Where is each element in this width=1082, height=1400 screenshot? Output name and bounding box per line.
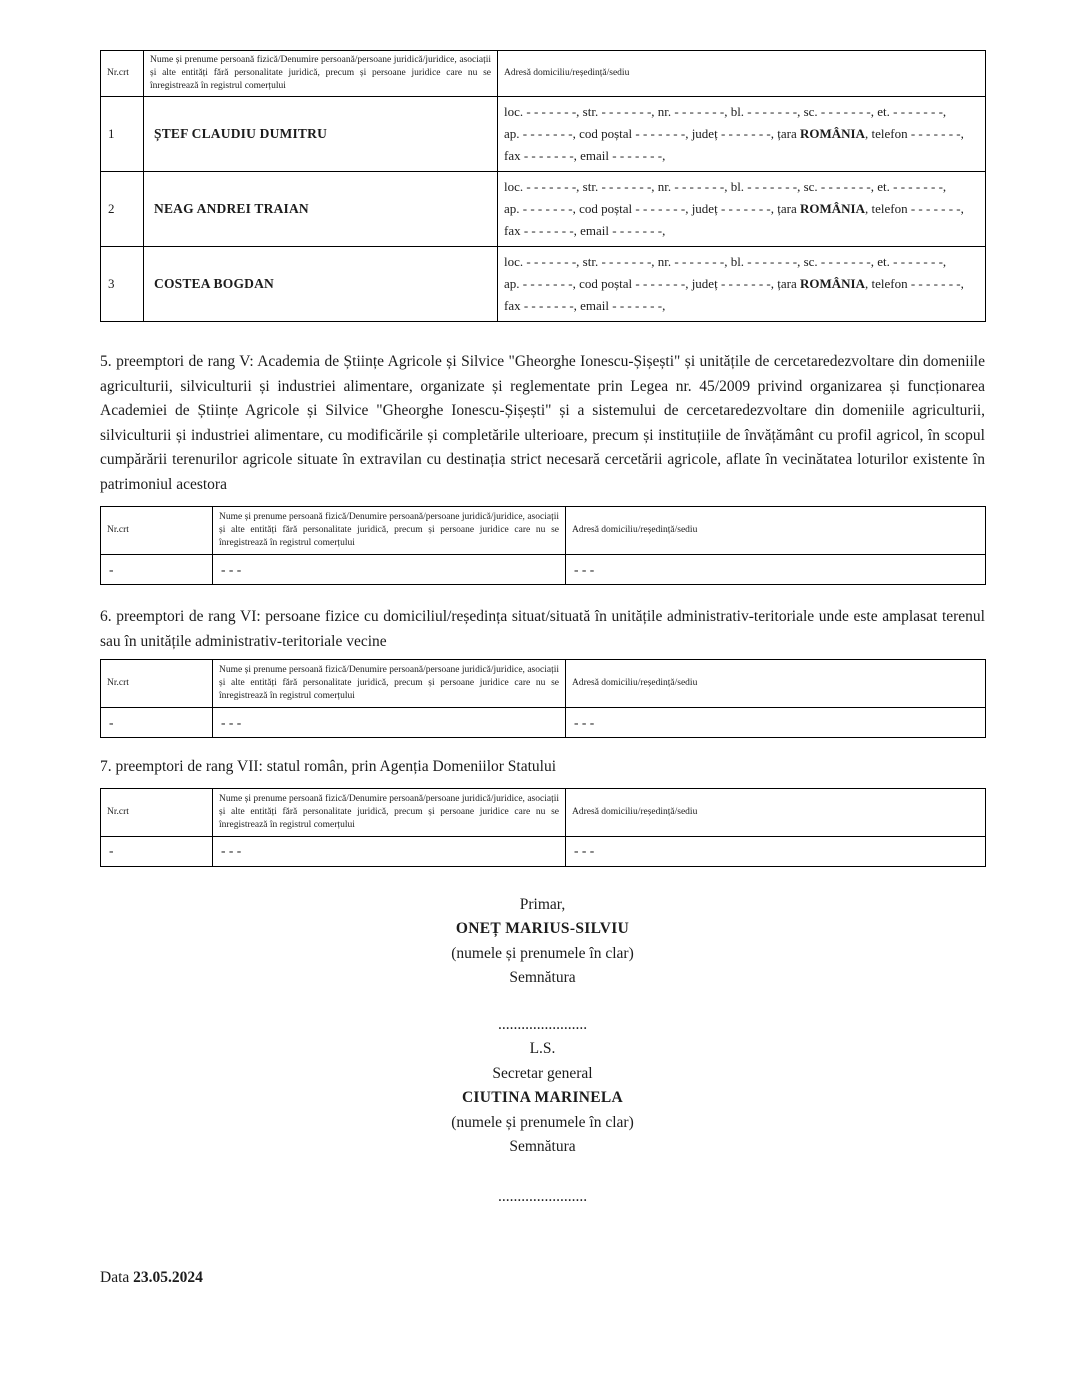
signature-dots: ....................... bbox=[497, 1187, 588, 1205]
header-nrcrt: Nr.crt bbox=[101, 51, 144, 97]
date-value: 23.05.2024 bbox=[133, 1269, 203, 1286]
person-name: - - - bbox=[213, 836, 566, 866]
person-name: COSTEA BOGDAN bbox=[144, 247, 498, 322]
address-cell: - - - bbox=[566, 708, 986, 738]
section-rank6-text: 6. preemptori de rang VI: persoane fizice cu domiciliul/reședința situat/situată în unitățile administrativ-teritoriale unde este amplasat terenul sau în unitățile administrativ-teritoriale vecine bbox=[100, 608, 985, 650]
address-line3: fax - - - - - - -, email - - - - - - -, bbox=[504, 223, 666, 238]
country-name: ROMÂNIA bbox=[799, 126, 865, 141]
rank6-table bbox=[100, 659, 986, 738]
table-header-row bbox=[101, 51, 986, 97]
header-address: Adresă domiciliu/reședință/sediu bbox=[566, 788, 986, 836]
address-cell bbox=[498, 97, 986, 172]
row-number: 2 bbox=[101, 172, 144, 247]
address-line1: loc. - - - - - - -, str. - - - - - - -, nr. - - - - - - -, bl. - - - - - - -, sc. - - - - - - -, et. - - - - - - -, bbox=[504, 179, 947, 194]
person-name: ȘTEF CLAUDIU DUMITRU bbox=[144, 97, 498, 172]
address-line2: ap. - - - - - - -, cod poștal - - - - - - -, județ - - - - - - -, țara bbox=[504, 276, 800, 291]
row-number: 1 bbox=[101, 97, 144, 172]
table-row bbox=[101, 708, 986, 738]
table-header-row bbox=[101, 788, 986, 836]
header-name: Nume și prenume persoană fizică/Denumire persoană/persoane juridică/juridice, asociații și alte entități fără personalitate juridică, precum și persoane juridice care nu se înregistrează în registrul comerțului bbox=[213, 788, 566, 836]
header-address: Adresă domiciliu/reședință/sediu bbox=[566, 507, 986, 555]
signature-label: Semnătura bbox=[509, 969, 576, 986]
address-cell bbox=[498, 172, 986, 247]
person-name: - - - bbox=[213, 708, 566, 738]
address-cell: - - - bbox=[566, 555, 986, 585]
address-line3: fax - - - - - - -, email - - - - - - -, bbox=[504, 298, 666, 313]
secretary-name: CIUTINA MARINELA bbox=[461, 1089, 624, 1106]
row-number: - bbox=[101, 836, 213, 866]
header-nrcrt: Nr.crt bbox=[101, 788, 213, 836]
person-name: NEAG ANDREI TRAIAN bbox=[144, 172, 498, 247]
header-name: Nume și prenume persoană fizică/Denumire persoană/persoane juridică/juridice, asociații și alte entități fără personalitate juridică, precum și persoane juridice care nu se înregistrează în registrul comerțului bbox=[213, 507, 566, 555]
table-header-row bbox=[101, 660, 986, 708]
address-line1: loc. - - - - - - -, str. - - - - - - -, nr. - - - - - - -, bl. - - - - - - -, sc. - - - - - - -, et. - - - - - - -, bbox=[504, 254, 947, 269]
address-line2-after: , telefon - - - - - - -, bbox=[864, 276, 964, 291]
mayor-name: ONEȚ MARIUS-SILVIU bbox=[455, 920, 630, 937]
address-line2-after: , telefon - - - - - - -, bbox=[864, 126, 964, 141]
section-rank7-text: 7. preemptori de rang VII: statul român, prin Agenția Domeniilor Statului bbox=[100, 758, 557, 775]
header-address: Adresă domiciliu/reședință/sediu bbox=[498, 51, 986, 97]
signature-dots: ....................... bbox=[497, 1015, 588, 1033]
address-line2: ap. - - - - - - -, cod poștal - - - - - - -, județ - - - - - - -, țara bbox=[504, 201, 800, 216]
name-note: (numele și prenumele în clar) bbox=[451, 1113, 634, 1131]
secretary-role: Secretar general bbox=[492, 1064, 593, 1082]
person-name: - - - bbox=[213, 555, 566, 585]
signature-block bbox=[100, 893, 985, 1210]
table-header-row bbox=[101, 507, 986, 555]
table-row bbox=[101, 97, 986, 172]
section-rank5-text: 5. preemptori de rang V: Academia de Științe Agricole și Silvice "Gheorghe Ionescu-Șișești" și unitățile de cercetaredezvoltare din domeniile agriculturii, silviculturii și industriei alimentare, organizate și reglementate prin Legea nr. 45/2009 privind organizarea și funcționarea Academiei de Științe Agricole și Silvice "Gheorghe Ionescu-Șișești" și a sistemului de cercetaredezvoltare din domeniile agriculturii, silviculturii și industriei alimentare, cu modificările și completările ulterioare, precum și instituțiile de învățământ cu profil agricol, în scopul cumpărării terenurilor agricole situate în extravilan cu destinația strict necesară cercetării agricole, aflate în vecinătatea loturilor existente în patrimoniul acestora bbox=[100, 353, 985, 493]
country-name: ROMÂNIA bbox=[799, 276, 865, 291]
rank5-table bbox=[100, 506, 986, 585]
table-row bbox=[101, 555, 986, 585]
mayor-role: Primar, bbox=[519, 895, 566, 913]
header-name: Nume și prenume persoană fizică/Denumire persoană/persoane juridică/juridice, asociații și alte entități fără personalitate juridică, precum și persoane juridice care nu se înregistrează în registrul comerțului bbox=[213, 660, 566, 708]
address-line2: ap. - - - - - - -, cod poștal - - - - - - -, județ - - - - - - -, țara bbox=[504, 126, 800, 141]
row-number: 3 bbox=[101, 247, 144, 322]
date-label: Data bbox=[100, 1269, 130, 1286]
table-row bbox=[101, 247, 986, 322]
table-row bbox=[101, 836, 986, 866]
row-number: - bbox=[101, 708, 213, 738]
signature-label: Semnătura bbox=[509, 1138, 576, 1155]
name-note: (numele și prenumele în clar) bbox=[451, 944, 634, 962]
address-cell bbox=[498, 247, 986, 322]
address-line3: fax - - - - - - -, email - - - - - - -, bbox=[504, 148, 666, 163]
row-number: - bbox=[101, 555, 213, 585]
header-nrcrt: Nr.crt bbox=[101, 660, 213, 708]
header-name: Nume și prenume persoană fizică/Denumire persoană/persoane juridică/juridice, asociații și alte entități fără personalitate juridică, precum și persoane juridice care nu se înregistrează în registrul comerțului bbox=[144, 51, 498, 97]
table-row bbox=[101, 172, 986, 247]
preemptors-table bbox=[100, 50, 986, 322]
header-address: Adresă domiciliu/reședință/sediu bbox=[566, 660, 986, 708]
date-line bbox=[100, 1269, 985, 1287]
header-nrcrt: Nr.crt bbox=[101, 507, 213, 555]
address-line2-after: , telefon - - - - - - -, bbox=[864, 201, 964, 216]
seal-label: L.S. bbox=[529, 1040, 556, 1057]
address-line1: loc. - - - - - - -, str. - - - - - - -, nr. - - - - - - -, bl. - - - - - - -, sc. - - - - - - -, et. - - - - - - -, bbox=[504, 104, 947, 119]
address-cell: - - - bbox=[566, 836, 986, 866]
rank7-table bbox=[100, 788, 986, 867]
country-name: ROMÂNIA bbox=[799, 201, 865, 216]
